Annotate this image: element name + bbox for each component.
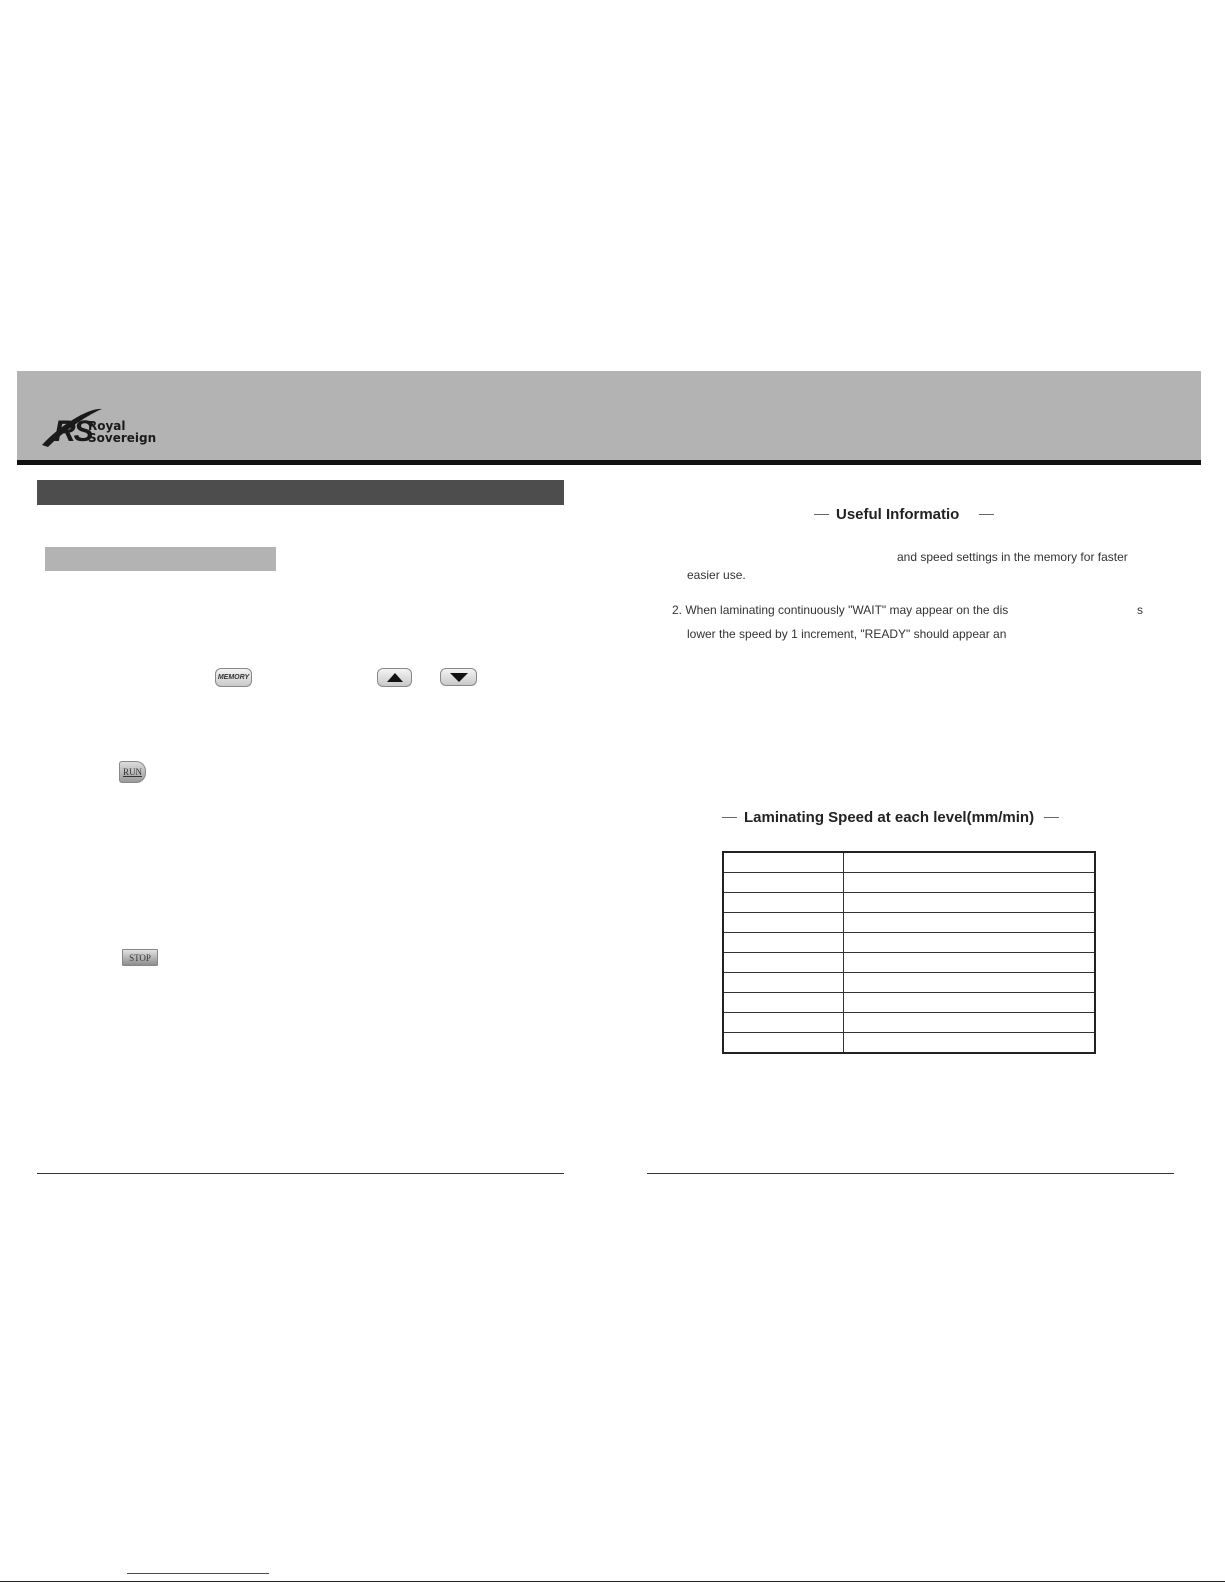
level-cell xyxy=(723,1013,844,1033)
bottom-link-underline xyxy=(127,1573,269,1574)
header-band xyxy=(17,371,1201,460)
heading-dash-left xyxy=(814,514,829,515)
memory-key: MEMORY xyxy=(215,668,252,687)
level-cell xyxy=(723,933,844,953)
level-cell xyxy=(723,973,844,993)
info-item-1-line-1: and speed settings in the memory for faster xyxy=(897,550,1128,564)
level-cell xyxy=(723,953,844,973)
speed-table xyxy=(722,851,1096,1054)
speed-cell xyxy=(844,1013,1096,1033)
level-cell xyxy=(723,873,844,893)
table-row xyxy=(723,993,1095,1013)
logo-line-2: Sovereign xyxy=(88,431,157,445)
useful-info-heading xyxy=(814,506,994,523)
info-item-2-line-2: lower the speed by 1 increment, "READY" should appear an xyxy=(687,627,1007,641)
logo-line-1: Royal xyxy=(88,419,126,433)
level-cell xyxy=(723,993,844,1013)
footer-rule-left xyxy=(37,1173,564,1174)
heading-dash-left xyxy=(722,817,737,818)
heading-dash-right xyxy=(979,514,994,515)
info-item-1-line-2: easier use. xyxy=(687,568,746,582)
logo-wordmark xyxy=(88,420,156,444)
table-row xyxy=(723,953,1095,973)
level-cell xyxy=(723,1033,844,1054)
level-cell xyxy=(723,913,844,933)
speed-cell xyxy=(844,893,1096,913)
speed-cell xyxy=(844,993,1096,1013)
table-row xyxy=(723,1013,1095,1033)
speed-cell xyxy=(844,852,1096,873)
speed-cell xyxy=(844,1033,1096,1054)
heading-dash-right xyxy=(1044,817,1059,818)
speed-table-heading xyxy=(722,809,1059,826)
info-item-2-tail: s xyxy=(1137,603,1143,617)
subsection-title-bar xyxy=(45,547,276,571)
table-row xyxy=(723,893,1095,913)
info-item-2-line-1: 2. When laminating continuously "WAIT" may appear on the dis xyxy=(672,603,1009,617)
speed-cell xyxy=(844,873,1096,893)
table-row xyxy=(723,933,1095,953)
table-row xyxy=(723,973,1095,993)
stop-key: STOP xyxy=(122,949,158,966)
level-cell xyxy=(723,852,844,873)
speed-cell xyxy=(844,933,1096,953)
table-row xyxy=(723,1033,1095,1054)
header-rule xyxy=(17,460,1201,465)
table-row xyxy=(723,852,1095,873)
table-row xyxy=(723,913,1095,933)
useful-info-title: Useful Informatio xyxy=(836,506,960,523)
bottom-rule xyxy=(0,1581,1225,1582)
royal-sovereign-logo xyxy=(40,405,160,451)
down-key xyxy=(440,668,477,686)
table-row xyxy=(723,873,1095,893)
section-title-bar xyxy=(37,480,564,505)
up-key xyxy=(377,668,412,687)
footer-rule-right xyxy=(647,1173,1174,1174)
speed-cell xyxy=(844,913,1096,933)
level-cell xyxy=(723,893,844,913)
logo-mark: RS xyxy=(54,415,92,448)
triangle-up-icon xyxy=(387,673,403,682)
speed-cell xyxy=(844,973,1096,993)
speed-table-title: Laminating Speed at each level(mm/min) xyxy=(744,809,1035,826)
run-key: RUN xyxy=(119,761,146,783)
triangle-down-icon xyxy=(450,673,468,682)
speed-cell xyxy=(844,953,1096,973)
